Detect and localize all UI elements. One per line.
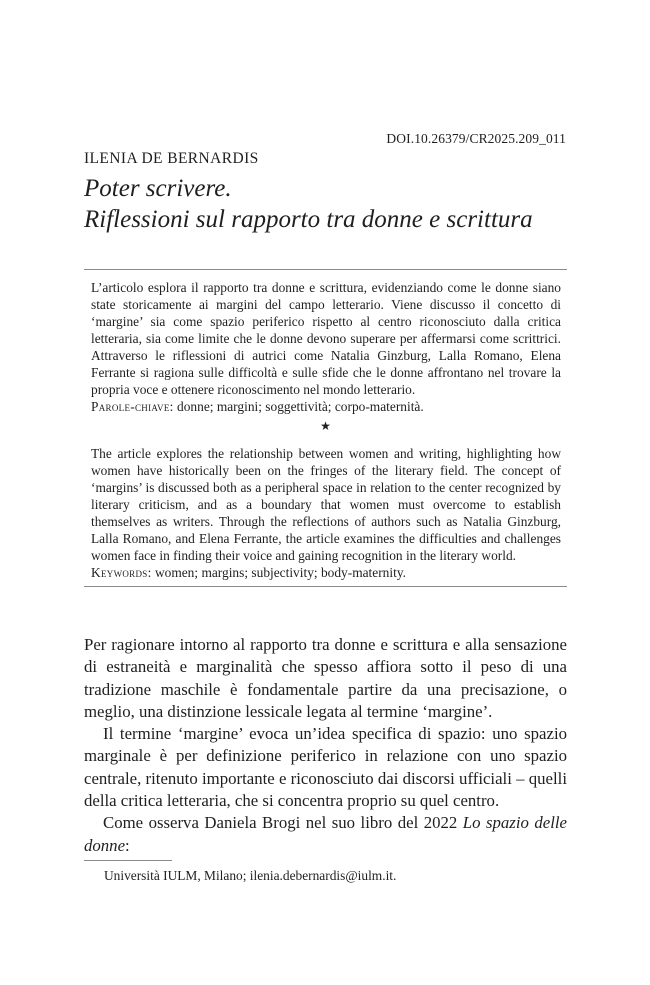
keywords-label-english: Keywords:	[91, 565, 152, 580]
article-title	[84, 173, 574, 235]
title-line-2: Riflessioni sul rapporto tra donne e scrittura	[84, 206, 533, 233]
paragraph-3-text: Come osserva Daniela Brogi nel suo libro del 2022	[103, 813, 463, 833]
title-line-1: Poter scrivere.	[84, 175, 232, 202]
abstract-english: The article explores the relationship between women and writing, highlighting how women have historically been on the fringes of the literary field. The concept of ‘margins’ is discussed both as a peripheral space in relation to the center recognized by literary criticism, and as a boundary that women must overcome to establish themselves as writers. Through the reflections of authors such as Natalia Ginzburg, Lalla Romano, and Elena Ferrante, the article examines the difficulties and challenges women face in finding their voice and gaining recognition in the literary world.	[91, 446, 561, 563]
doi: DOI.10.26379/CR2025.209_011	[386, 131, 566, 146]
paragraph-3-end: :	[125, 835, 130, 855]
footnote-rule	[84, 860, 172, 861]
keywords-text-italian: donne; margini; soggettività; corpo-maternità.	[177, 399, 424, 414]
author-name: ILENIA DE BERNARDIS	[84, 150, 259, 167]
keywords-english	[91, 564, 567, 581]
body-paragraph-3	[84, 812, 567, 857]
body-text	[84, 634, 567, 857]
keywords-text-english: women; margins; subjectivity; body-maternity.	[154, 565, 406, 580]
keywords-italian	[91, 398, 567, 415]
abstract-box	[84, 269, 567, 587]
section-separator-star: ★	[320, 419, 331, 433]
footnote-affiliation: Università IULM, Milano; ilenia.debernardis@iulm.it.	[104, 868, 397, 883]
body-paragraph-1: Per ragionare intorno al rapporto tra donne e scrittura e alla sensazione di estraneità e marginalità che spesso affiora sotto il peso di una tradizione maschile è fondamentale partire da una precisazione, o meglio, una distinzione lessicale legata al termine ‘margine’.	[84, 635, 567, 721]
abstract-italian: L’articolo esplora il rapporto tra donne e scrittura, evidenziando come le donne siano state storicamente ai margini del campo letterario. Viene discusso il concetto di ‘margine’ sia come spazio periferico rispetto al centro riconosciuto dalla critica letteraria, sia come limite che le donne devono superare per affermarsi come scrittrici. Attraverso le riflessioni di autrici come Natalia Ginzburg, Lalla Romano, Elena Ferrante si ragiona sulle difficoltà e sulle sfide che le donne affrontano nel trovare la propria voce e ottenere riconoscimento nel mondo letterario.	[91, 280, 561, 397]
body-paragraph-2: Il termine ‘margine’ evoca un’idea specifica di spazio: uno spazio marginale è per definizione periferico in relazione con uno spazio centrale, ritenuto importante e riconosciuto dai discorsi ufficiali – quelli della critica letteraria, che si concentra proprio su quel centro.	[84, 724, 567, 811]
keywords-label-italian: Parole-chiave:	[91, 399, 174, 414]
book-title: Lo spazio delle donne	[84, 813, 567, 855]
